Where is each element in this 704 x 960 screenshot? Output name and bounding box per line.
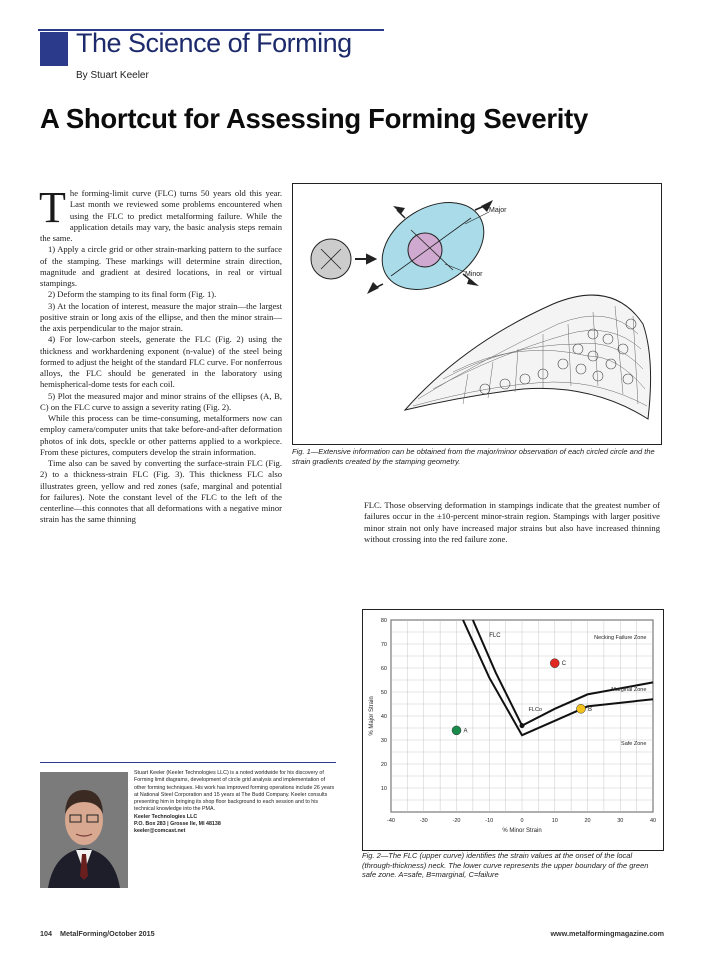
x-tick-label: 0 xyxy=(520,818,524,824)
headline: A Shortcut for Assessing Forming Severity xyxy=(40,103,588,134)
author-photo xyxy=(40,772,128,888)
figure-2 xyxy=(362,609,664,851)
drop-cap: T xyxy=(39,183,66,232)
footer-url[interactable]: www.metalformingmagazine.com xyxy=(550,929,664,938)
paragraph: 3) At the location of interest, measure the major strain—the largest positive strain or long axis of the ellipse, and then the minor strain—the axis perpendicular to the major strain. xyxy=(40,300,282,333)
y-tick-label: 30 xyxy=(380,738,387,744)
data-point-label: C xyxy=(561,661,567,668)
paragraph: 4) For low-carbon steels, generate the FLC (Fig. 2) using the thickness and workhardening exponent (n-value) of the steel being formed to adjust the height of the standard FLC curve. For nonferrous alloys, the FLC should be generated in the laboratory using hemispherical-dome tests for each coil. xyxy=(40,334,282,390)
x-tick-label: 30 xyxy=(617,818,624,824)
author-bio-text: Stuart Keeler (Keeler Technologies LLC) is a noted worldwide for his discovery of Forming limit diagrams, development of circle grid analysis and implementation of other forming techniques. His work has improved forming operations include 26 years at National Steel Corporation and 15 years at The Budd Company. Keeler consults presenting him in bringing its shop floor background to each session and to his technical knowledge into the PMA. xyxy=(134,770,335,813)
safe-zone-label: Safe Zone xyxy=(621,740,647,747)
flco-label: FLCo xyxy=(528,707,543,714)
major-axis-label: Major xyxy=(489,207,507,214)
x-axis-label: % Minor Strain xyxy=(502,828,542,834)
marginal-zone-label: Marginal Zone xyxy=(611,686,647,693)
body-column-2: FLC. Those observing deformation in stampings indicate that the greatest number of failures occur in the ±10-percent minor-strain region. Stampings with larger positive minor strain not only have increased major strains but also have increased thinning without crossing into the red failure zone. xyxy=(364,500,660,544)
issue-label: MetalForming/October 2015 xyxy=(60,929,155,938)
minor-axis-label: Minor xyxy=(465,271,483,278)
y-tick-label: 70 xyxy=(380,642,387,648)
data-point-label: A xyxy=(463,728,468,735)
data-point-c xyxy=(550,659,559,668)
figure-1-caption: Fig. 1—Extensive information can be obtained from the major/minor observation of each circled circle and the strain gradients created by the stamping geometry. xyxy=(292,447,655,466)
author-email[interactable]: keeler@comcast.net xyxy=(134,828,186,835)
x-tick-label: 20 xyxy=(584,818,591,824)
data-point-label: B xyxy=(587,706,592,713)
flc-label: FLC xyxy=(489,632,501,639)
author-box-rule xyxy=(40,762,336,763)
y-tick-label: 80 xyxy=(380,618,387,624)
series-title: The Science of Forming xyxy=(76,28,352,58)
column-color-block xyxy=(40,32,68,66)
paragraph: Time also can be saved by converting the surface-strain FLC (Fig. 2) to a thickness-strain FLC (Fig. 3). This thickness FLC also illustrates green, yellow and red zones (safe, marginal and potential for failures). Note the constant level of the FLC to the left of the centerline—this connotes that all deformations with a negative minor strain has the same thinning xyxy=(40,458,282,525)
y-tick-label: 10 xyxy=(380,786,387,792)
x-tick-label: -40 xyxy=(387,818,395,824)
y-tick-label: 50 xyxy=(380,690,387,696)
data-point-a xyxy=(452,726,461,735)
paragraph: 5) Plot the measured major and minor strains of the ellipses (A, B, C) on the FLC curve to assign a severity rating (Fig. 2). xyxy=(40,390,282,412)
figure-2-caption: Fig. 2—The FLC (upper curve) identifies the strain values at the onset of the local (through-thickness) neck. The lower curve represents the upper boundary of the green safe zone. A=safe, B=marginal, C=failure xyxy=(362,851,649,879)
footer-left xyxy=(40,929,155,938)
author-portrait xyxy=(40,772,128,888)
paragraph: While this process can be time-consuming, metalformers now can employ camera/computer units that take before-and-after deformation photos of ink dots, speckle or other patterns applied to a workpiece. From these pictures, computers develop the strain information. xyxy=(40,413,282,457)
paragraph: 1) Apply a circle grid or other strain-marking pattern to the surface of the stamping. These markings will determine strain direction, magnitude and gradient at desired locations, in real or virtual stampings. xyxy=(40,244,282,288)
flco-point xyxy=(520,723,525,728)
x-tick-label: -20 xyxy=(452,818,461,824)
paragraph: he forming-limit curve (FLC) turns 50 years old this year. Last month we reviewed some problems encountered when using the FLC to predict metalforming failure. While the application details may vary, the basic analysis steps remain the same. xyxy=(40,188,282,243)
y-axis-label: % Major Strain xyxy=(369,696,375,736)
x-tick-label: 10 xyxy=(551,818,558,824)
byline: By Stuart Keeler xyxy=(76,70,149,81)
data-point-b xyxy=(576,704,585,713)
figure-1 xyxy=(292,183,662,445)
y-tick-label: 20 xyxy=(380,762,387,768)
figure-1-illustration xyxy=(293,184,661,444)
author-company: Keeler Technologies LLC xyxy=(134,813,198,820)
x-tick-label: -30 xyxy=(419,818,428,824)
body-column-1 xyxy=(39,183,282,526)
y-tick-label: 60 xyxy=(380,666,387,672)
paragraph: 2) Deform the stamping to its final form (Fig. 1). xyxy=(48,289,217,300)
y-tick-label: 40 xyxy=(380,714,387,720)
page-number: 104 xyxy=(40,929,52,938)
figure-2-chart xyxy=(363,610,663,850)
failure-zone-label: Necking Failure Zone xyxy=(594,635,647,642)
x-tick-label: -10 xyxy=(485,818,494,824)
x-tick-label: 40 xyxy=(649,818,657,824)
author-address: P.O. Box 283 | Grosse Ile, MI 48138 xyxy=(134,821,221,828)
author-bio xyxy=(134,770,336,836)
